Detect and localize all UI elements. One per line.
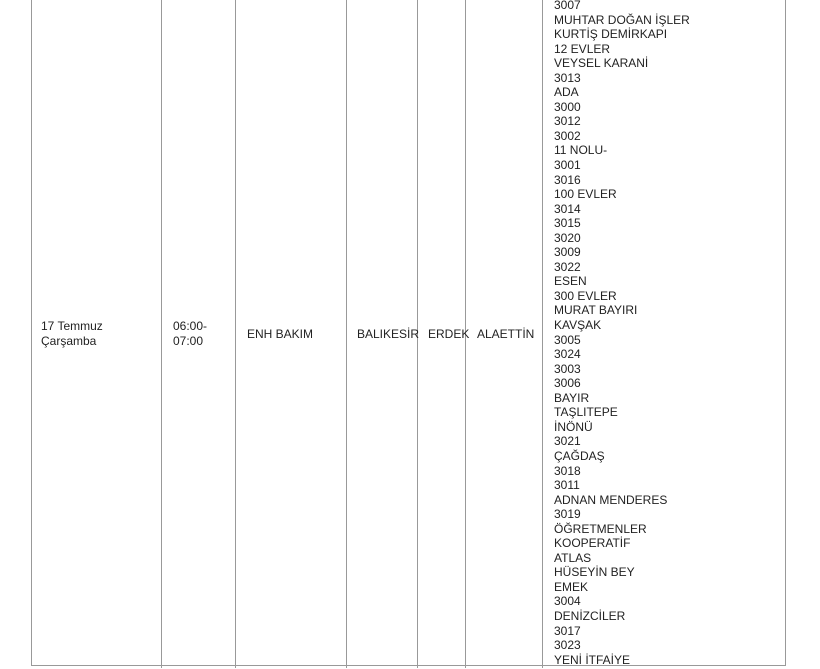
street-item: VEYSEL KARANİ xyxy=(554,56,649,71)
neighborhood-cell: ALAETTİN xyxy=(477,327,535,341)
street-item: 3006 xyxy=(554,376,581,391)
street-list xyxy=(554,0,690,667)
street-item: 3014 xyxy=(554,201,581,216)
column-divider xyxy=(542,0,543,668)
street-item: 100 EVLER xyxy=(554,187,617,202)
street-item: KOOPERATİF xyxy=(554,536,631,551)
street-item: 3001 xyxy=(554,158,581,173)
street-item: 3020 xyxy=(554,230,581,245)
street-item: 3013 xyxy=(554,70,581,85)
street-item: BAYIR xyxy=(554,390,590,405)
street-item: 3003 xyxy=(554,361,581,376)
street-item: 3019 xyxy=(554,507,581,522)
street-item: MURAT BAYIRI xyxy=(554,303,638,318)
street-item: 3016 xyxy=(554,172,581,187)
street-item: 12 EVLER xyxy=(554,41,611,56)
street-item: 3002 xyxy=(554,128,581,143)
street-item: 3023 xyxy=(554,638,581,653)
street-item: ÖĞRETMENLER xyxy=(554,521,647,536)
street-item: ÇAĞDAŞ xyxy=(554,448,605,463)
street-item: 300 EVLER xyxy=(554,288,617,303)
street-item: İNÖNÜ xyxy=(554,419,593,434)
street-item: 3024 xyxy=(554,347,581,362)
street-item: DENİZCİLER xyxy=(554,608,626,623)
outage-type-cell: ENH BAKIM xyxy=(247,327,314,341)
column-divider xyxy=(161,0,162,668)
street-item: 3000 xyxy=(554,99,581,114)
city-cell: BALIKESİR xyxy=(357,327,420,341)
time-start: 06:00- xyxy=(173,319,208,333)
street-item: TAŞLITEPE xyxy=(554,405,618,420)
street-item: 3011 xyxy=(554,478,580,493)
street-item: MUHTAR DOĞAN İŞLER xyxy=(554,12,690,27)
street-item: 3021 xyxy=(554,434,581,449)
street-item: 3009 xyxy=(554,245,581,260)
street-item: 3022 xyxy=(554,259,581,274)
street-item: 3015 xyxy=(554,216,581,231)
street-item: 3005 xyxy=(554,332,581,347)
street-item: ESEN xyxy=(554,274,587,289)
column-divider xyxy=(346,0,347,668)
street-item: 3017 xyxy=(554,623,581,638)
street-item: 3018 xyxy=(554,463,581,478)
street-item: YENİ İTFAİYE xyxy=(554,652,631,667)
street-item: HÜSEYİN BEY xyxy=(554,565,635,580)
street-item: 3007 xyxy=(554,0,581,12)
district-cell: ERDEK xyxy=(428,327,470,341)
street-item: 11 NOLU- xyxy=(554,143,608,158)
street-item: KAVŞAK xyxy=(554,318,602,333)
date-weekday: Çarşamba xyxy=(41,334,97,348)
street-item: ADA xyxy=(554,85,579,100)
time-cell xyxy=(173,319,207,349)
street-item: KURTİŞ DEMİRKAPI xyxy=(554,27,668,42)
time-end: 07:00 xyxy=(173,334,204,348)
date-day: 17 Temmuz xyxy=(41,319,103,333)
date-cell xyxy=(41,319,103,349)
street-item: ADNAN MENDERES xyxy=(554,492,668,507)
street-item: 3004 xyxy=(554,594,581,609)
street-item: 3012 xyxy=(554,114,581,129)
street-item: EMEK xyxy=(554,579,589,594)
column-divider xyxy=(235,0,236,668)
street-item: ATLAS xyxy=(554,550,592,565)
